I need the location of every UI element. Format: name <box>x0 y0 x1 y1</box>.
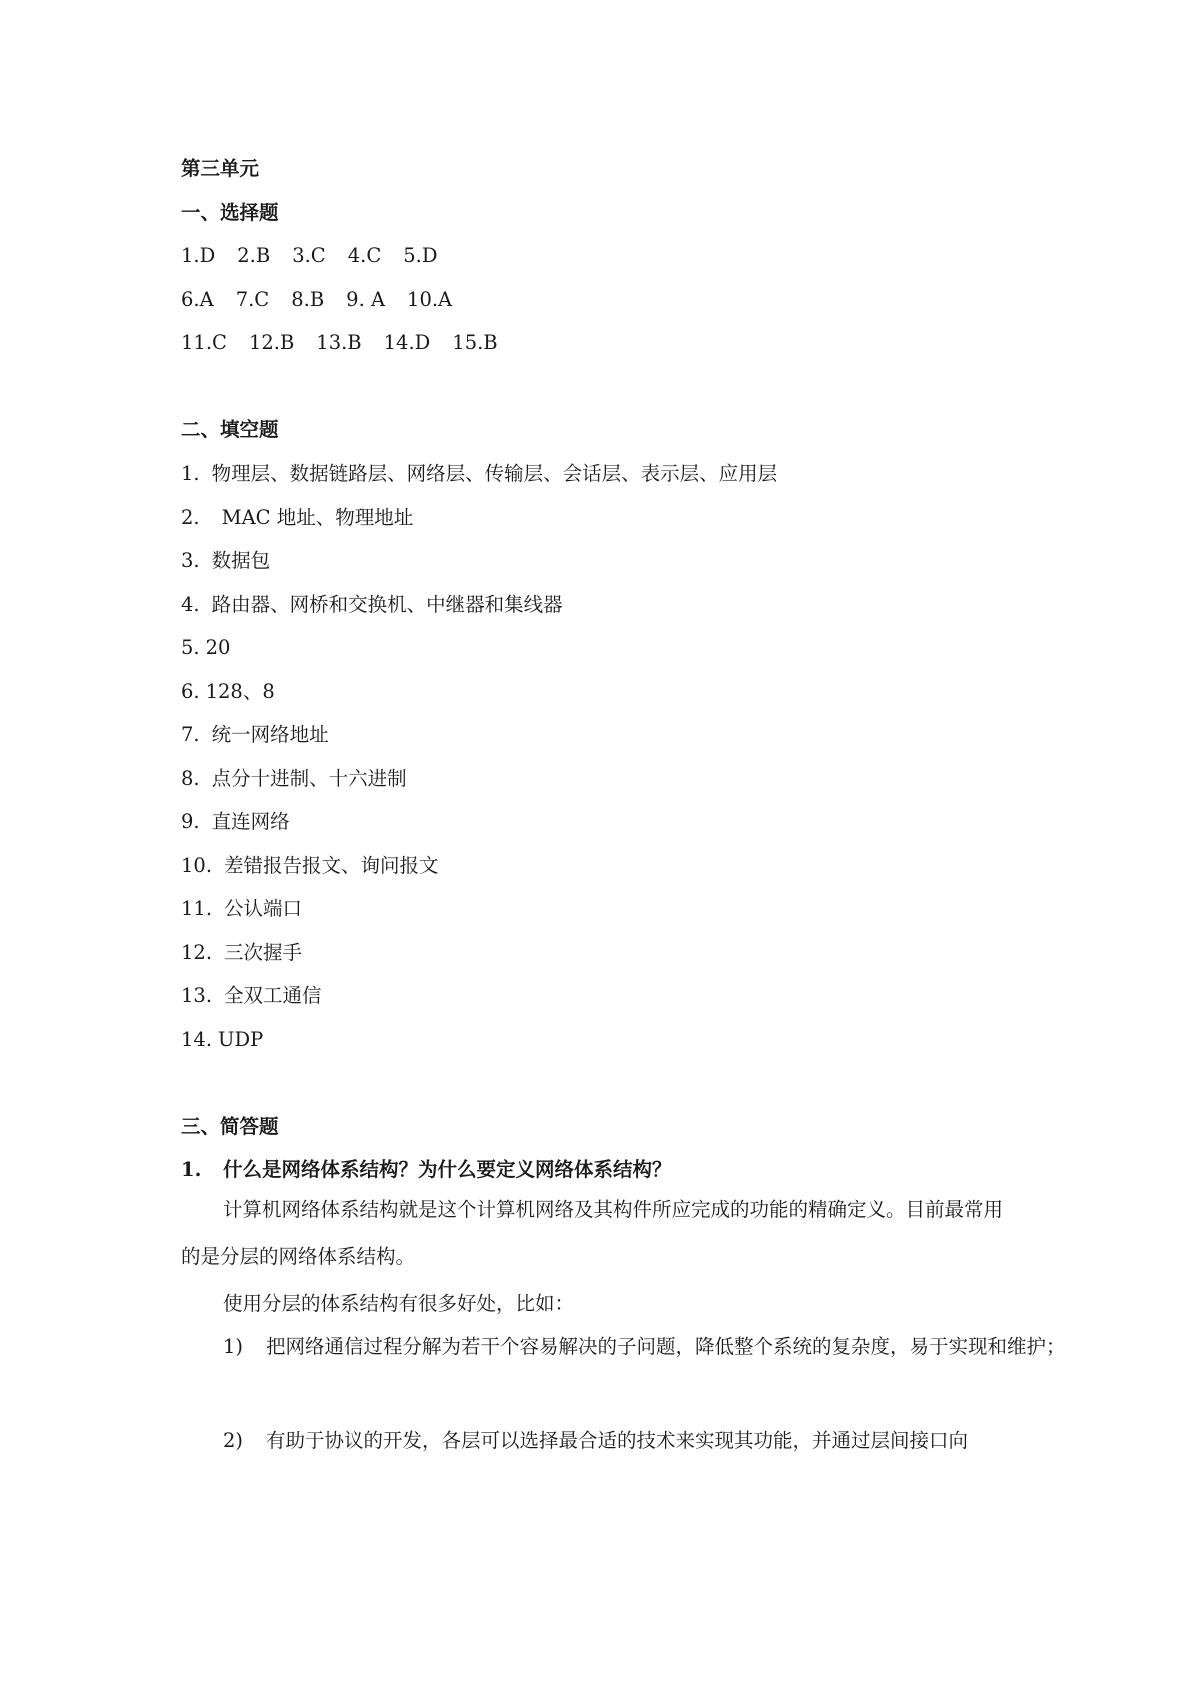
answer-cell: 12.B <box>248 331 295 354</box>
section-heading-choice: 一、选择题 <box>181 201 279 224</box>
question-text: 什么是网络体系结构？为什么要定义网络体系结构？ <box>223 1158 672 1181</box>
question-title <box>181 1157 672 1183</box>
item-text: 三次握手 <box>224 941 303 964</box>
fill-item <box>181 896 302 922</box>
answer-cell: 2.B <box>237 244 271 267</box>
answer-cell: 13.B <box>316 331 362 354</box>
answer-cell: 14.D <box>383 331 431 354</box>
answer-cell: 8.B <box>291 288 325 311</box>
answer-row <box>181 330 498 356</box>
item-text: 点分十进制、十六进制 <box>211 767 407 790</box>
item-number: 8. <box>181 767 200 790</box>
item-number: 7. <box>181 723 200 746</box>
fill-item <box>181 722 329 748</box>
item-number: 1. <box>181 462 200 485</box>
list-number: 1) <box>223 1335 244 1358</box>
item-number: 3. <box>181 549 200 572</box>
item-text: 20 <box>205 636 231 659</box>
fill-item <box>181 809 290 835</box>
answer-paragraph: 使用分层的体系结构有很多好处，比如： <box>223 1292 575 1315</box>
answer-cell: 9. A <box>346 288 386 311</box>
item-text: 路由器、网桥和交换机、中继器和集线器 <box>211 593 563 616</box>
answer-row <box>181 287 452 313</box>
fill-item <box>181 940 302 966</box>
answer-cell: 15.B <box>452 331 498 354</box>
fill-item <box>181 983 322 1009</box>
question-number: 1. <box>181 1158 202 1181</box>
item-number: 5. <box>181 636 200 659</box>
item-text: UDP <box>218 1028 264 1051</box>
item-text: 数据包 <box>211 549 271 572</box>
item-number: 9. <box>181 810 200 833</box>
item-text: MAC 地址、物理地址 <box>221 506 414 529</box>
answer-cell: 11.C <box>181 331 227 354</box>
answer-cell: 1.D <box>181 244 216 267</box>
answer-cell: 3.C <box>292 244 326 267</box>
item-text: 直连网络 <box>211 810 290 833</box>
fill-item <box>181 853 439 879</box>
item-number: 13. <box>181 984 213 1007</box>
list-text: 把网络通信过程分解为若干个容易解决的子问题，降低整个系统的复杂度，易于实现和维护； <box>266 1335 1066 1358</box>
item-number: 12. <box>181 941 213 964</box>
fill-item <box>181 635 230 661</box>
fill-item <box>181 766 407 792</box>
list-text: 有助于协议的开发，各层可以选择最合适的技术来实现其功能，并通过层间接口向 <box>266 1429 969 1452</box>
item-number: 4. <box>181 593 200 616</box>
list-item <box>223 1323 1066 1370</box>
answer-row <box>181 243 438 269</box>
item-number: 10. <box>181 854 213 877</box>
list-number: 2) <box>223 1429 244 1452</box>
section-heading-fill: 二、填空题 <box>181 418 279 441</box>
item-text: 物理层、数据链路层、网络层、传输层、会话层、表示层、应用层 <box>211 462 778 485</box>
fill-item <box>181 1027 263 1053</box>
item-text: 统一网络地址 <box>211 723 329 746</box>
answer-cell: 10.A <box>407 288 453 311</box>
fill-item <box>181 505 413 531</box>
item-text: 全双工通信 <box>224 984 322 1007</box>
item-number: 6. <box>181 680 200 703</box>
item-number: 2. <box>181 506 200 529</box>
fill-item <box>181 461 777 487</box>
fill-item <box>181 679 275 705</box>
answer-cell: 5.D <box>403 244 438 267</box>
answer-cell: 4.C <box>347 244 382 267</box>
item-text: 128、8 <box>205 680 275 703</box>
item-number: 11. <box>181 897 213 920</box>
fill-item <box>181 592 563 618</box>
answer-cell: 7.C <box>235 288 270 311</box>
answer-paragraph: 计算机网络体系结构就是这个计算机网络及其构件所应完成的功能的精确定义。目前最常用的是分层的网络体系结构。 <box>181 1198 1004 1268</box>
answer-cell: 6.A <box>181 288 214 311</box>
item-number: 14. <box>181 1028 213 1051</box>
fill-item <box>181 548 270 574</box>
list-item <box>223 1417 1066 1464</box>
item-text: 公认端口 <box>224 897 303 920</box>
section-heading-short-answer: 三、简答题 <box>181 1115 279 1138</box>
item-text: 差错报告报文、询问报文 <box>224 854 439 877</box>
unit-title: 第三单元 <box>181 157 260 180</box>
